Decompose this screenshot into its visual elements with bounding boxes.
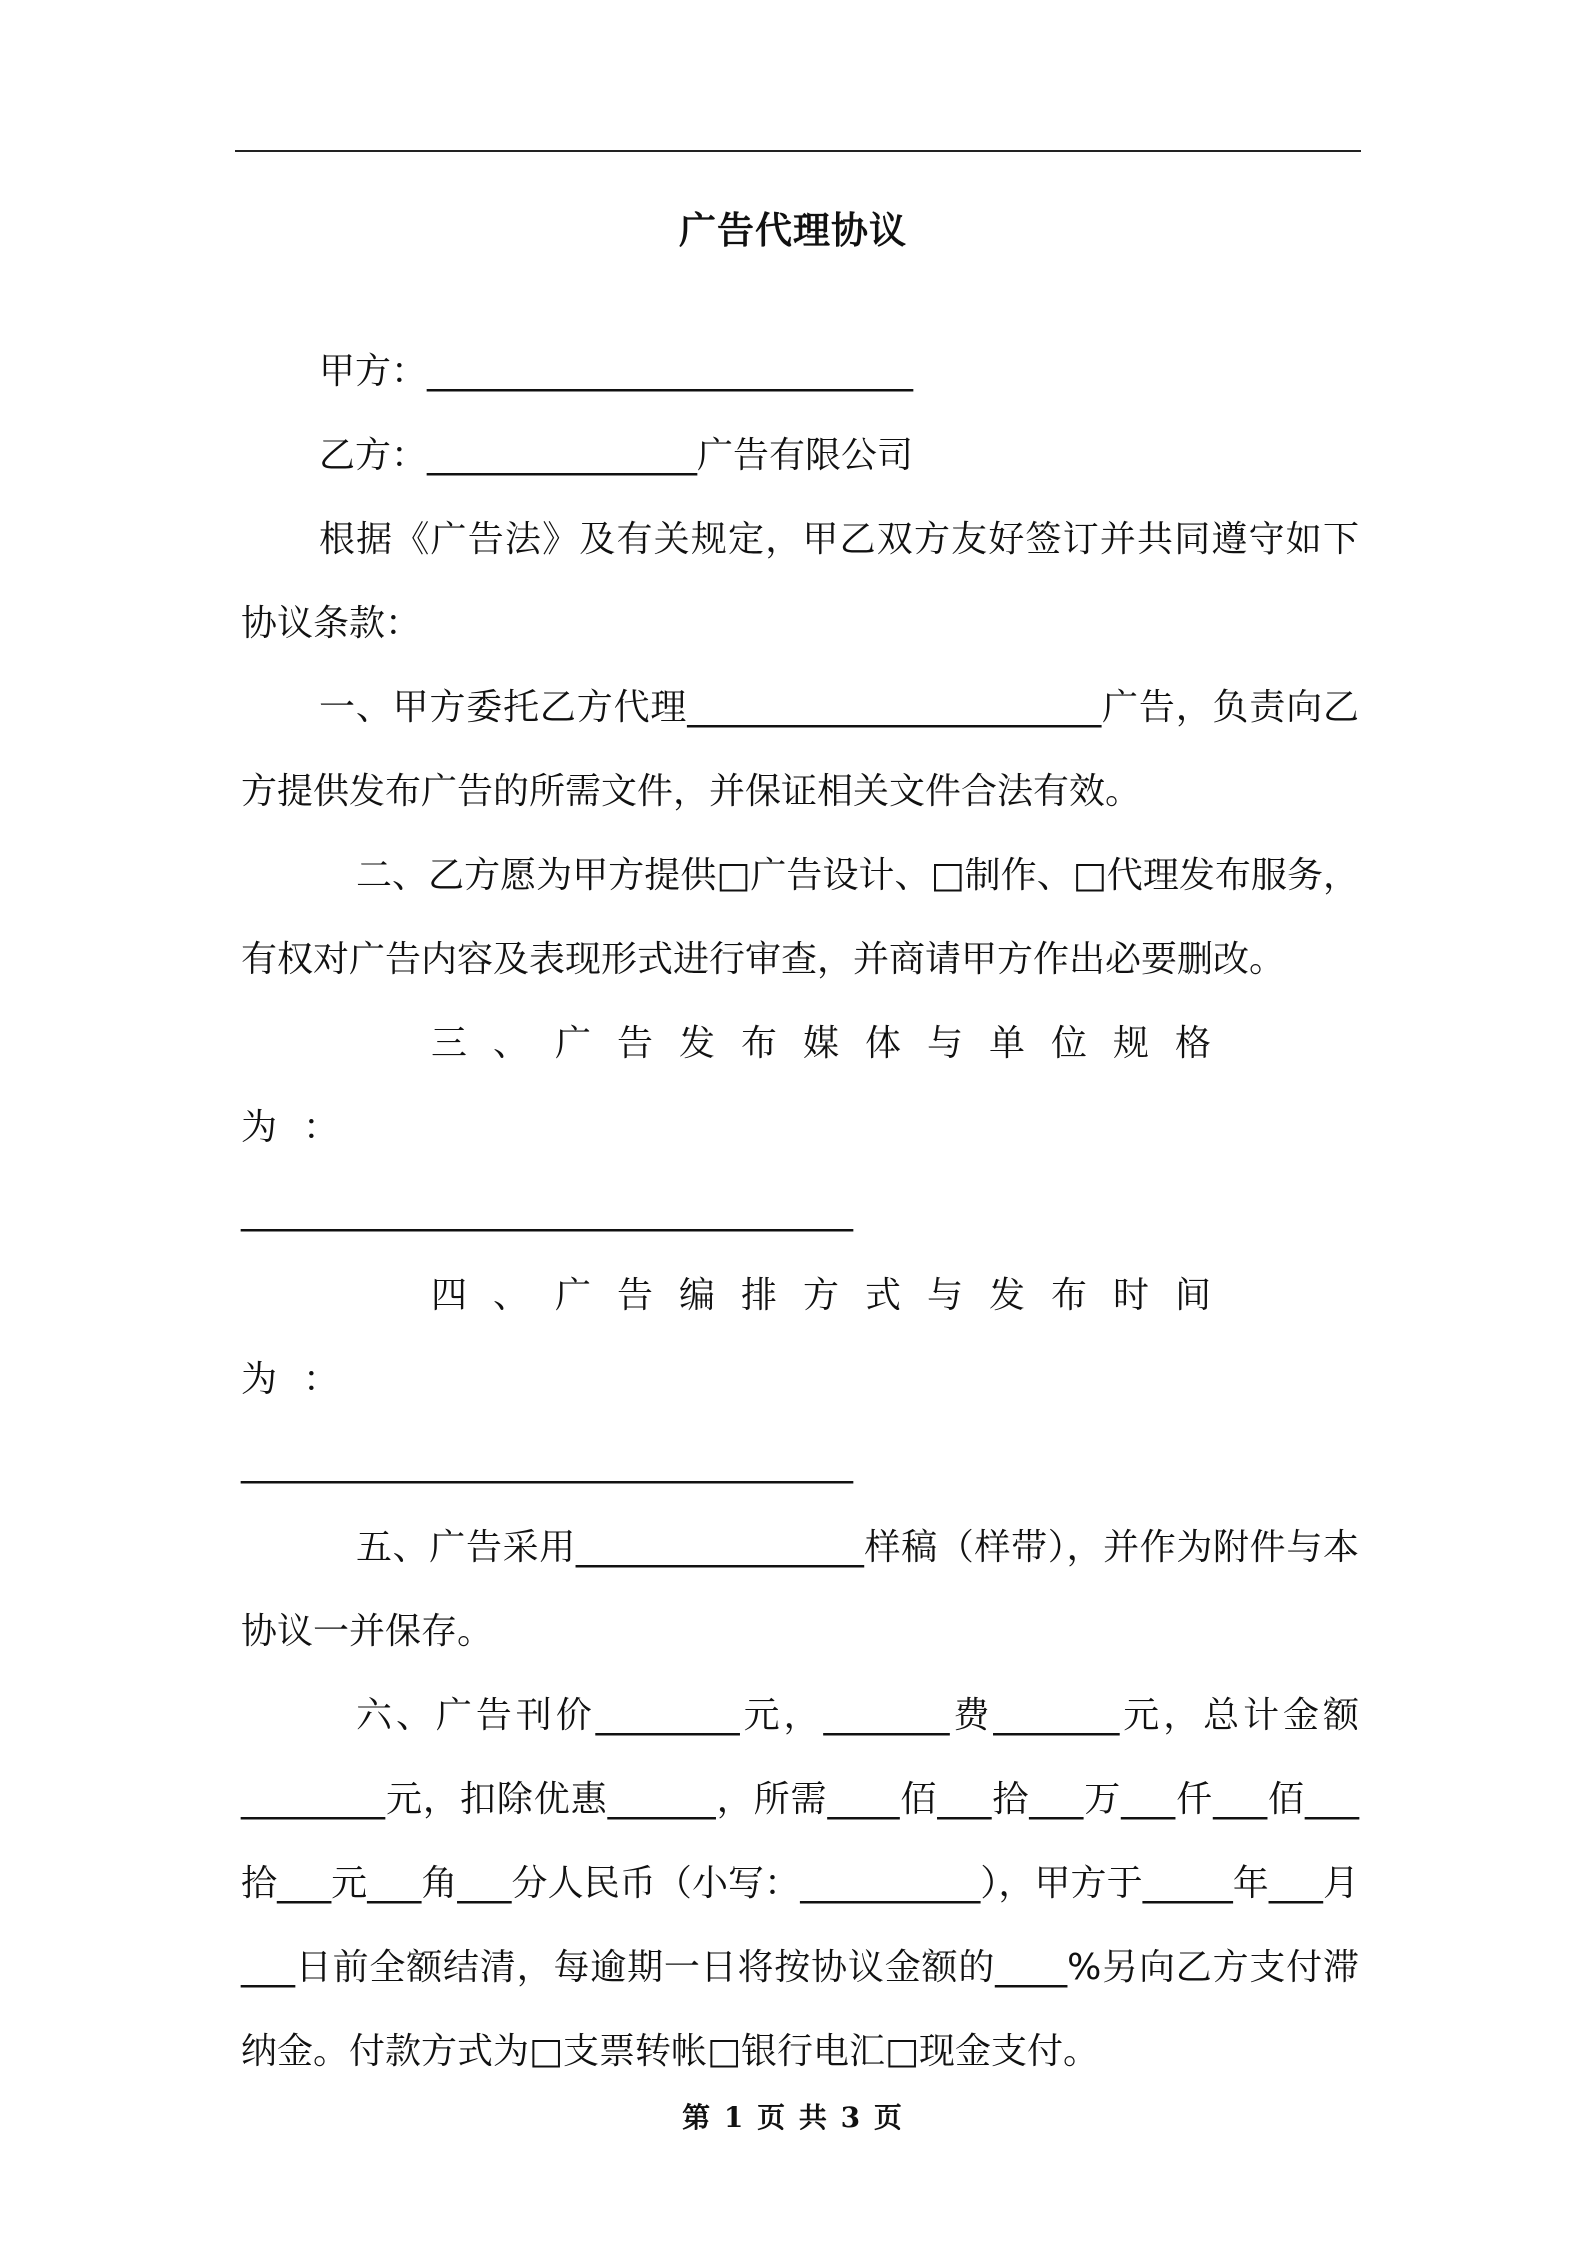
clause-2: 二、乙方愿为甲方提供□广告设计、□制作、□代理发布服务，有权对广告内容及表现形式进行审查，并商请甲方作出必要删改。 (241, 855, 1359, 980)
document-body (241, 330, 1359, 2094)
party-b-line: 乙方：_______________广告有限公司 (319, 435, 914, 476)
clause-3: 三、广告发布媒体与单位规格为： (241, 1023, 1238, 1148)
clause-3-blank: __________________________________ (241, 1191, 853, 1232)
clause-4: 四、广告编排方式与发布时间为： (241, 1275, 1238, 1400)
clause-4-blank: __________________________________ (241, 1443, 853, 1484)
party-a-line: 甲方：___________________________ (319, 351, 914, 392)
header-rule (235, 150, 1361, 152)
intro-paragraph: 根据《广告法》及有关规定，甲乙双方友好签订并共同遵守如下协议条款： (241, 519, 1359, 644)
document-title: 广告代理协议 (679, 209, 907, 252)
clause-6: 六、广告刊价________元，_______费_______元，总计金额________元，扣除优惠______，所需____佰___拾___万___仟___佰___拾___元___角___分人民币（小写：__________），甲方于_____年___月___日前全额结清，每逾期一日将按协议金额的____%另向乙方支付滞纳金。付款方式为□支票转帐□银行电汇□现金支付。 (241, 1695, 1359, 2072)
clause-1: 一、甲方委托乙方代理_______________________广告，负责向乙方提供发布广告的所需文件，并保证相关文件合法有效。 (241, 687, 1359, 812)
page-indicator: 第 1 页 共 3 页 (682, 2101, 904, 2134)
clause-5: 五、广告采用________________样稿（样带），并作为附件与本协议一并保存。 (241, 1527, 1359, 1652)
